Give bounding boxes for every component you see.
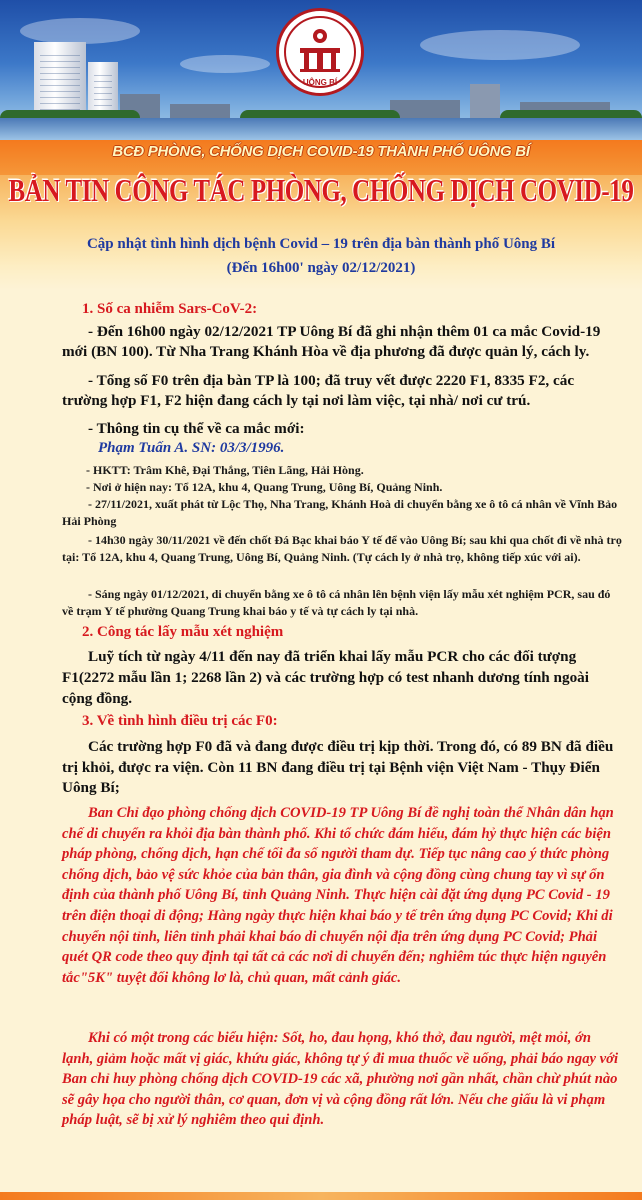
detail-item: - Nơi ở hiện nay: Tổ 12A, khu 4, Quang Trung, Uông Bí, Quảng Ninh. [86,480,443,494]
city-emblem-logo [276,8,364,96]
section-1-para-1: - Đến 16h00 ngày 02/12/2021 TP Uông Bí đã ghi nhận thêm 01 ca mắc Covid-19 mới (BN 100). Từ Nha Trang Khánh Hòa về địa phương đã được quản lý, cách ly. [62,323,601,360]
logo-text: UÔNG BÍ [302,78,338,87]
section-3-para: Các trường hợp F0 đã và đang được điều trị kịp thời. Trong đó, có 89 BN đã điều trị khỏi, được ra viện. Còn 11 BN đang điều trị tại Bệnh viện Việt Nam - Thụy Điển Uông Bí; [62,738,614,796]
lake [0,118,642,140]
patient-name: Phạm Tuấn A. SN: 03/3/1996. [98,440,285,456]
section-1-para-3: - Thông tin cụ thể về ca mắc mới: [88,420,305,437]
org-name: BCĐ PHÒNG, CHỐNG DỊCH COVID-19 THÀNH PHỐ UÔNG BÍ [112,143,530,160]
emblem-icon [286,18,354,86]
page-title: BẢN TIN CÔNG TÁC PHÒNG, CHỐNG DỊCH COVID-19 [8,174,634,209]
section-2-para: Luỹ tích từ ngày 4/11 đến nay đã triển khai lấy mẫu PCR cho các đối tượng F1(2272 mẫu lần 1; 2268 lần 2) và các trường hợp có test nhanh dương tính ngoài cộng đồng. [62,648,589,707]
report-date: (Đến 16h00' ngày 02/12/2021) [226,260,416,276]
footer-strip [0,1192,642,1200]
detail-item: - HKTT: Trâm Khê, Đại Thắng, Tiên Lãng, Hải Hòng. [86,463,364,477]
city-banner [0,0,642,140]
section-1-heading: 1. Số ca nhiễm Sars-CoV-2: [82,301,258,317]
section-2-heading: 2. Công tác lấy mẫu xét nghiệm [82,624,284,640]
tower-building [34,42,86,120]
appeal-paragraph-2: Khi có một trong các biểu hiện: Sốt, ho, đau họng, khó thở, đau người, mệt mỏi, ớn lạnh, giảm hoặc mất vị giác, khứu giác, không tự ý đi mua thuốc về uống, phải báo ngay với Ban chỉ huy phòng chống dịch COVID-19 các xã, phường nơi gần nhất, chần chừ phút nào sẽ gây họa cho người thân, cơ quan, đơn vị và cộng đồng rất lớn. Nếu che giấu là vi phạm pháp luật, sẽ bị xử lý nghiêm theo qui định. [62,1030,619,1129]
subtitle: Cập nhật tình hình dịch bệnh Covid – 19 trên địa bàn thành phố Uông Bí [86,236,556,252]
detail-item: - Sáng ngày 01/12/2021, di chuyển bằng xe ô tô cá nhân lên bệnh viện lấy mẫu xét nghiệm PCR, sau đó về trạm Y tế phường Quang Trung khai báo y tế và tự cách ly tại nhà. [62,587,611,618]
section-1-para-2: - Tổng số F0 trên địa bàn TP là 100; đã truy vết được 2220 F1, 8335 F2, các trường hợp F1, F2 hiện đang cách ly tại nơi làm việc, tại nhà/ nơi cư trú. [62,372,575,409]
section-3-heading: 3. Về tình hình điều trị các F0: [82,713,278,729]
appeal-paragraph-1: Ban Chỉ đạo phòng chống dịch COVID-19 TP Uông Bí đề nghị toàn thể Nhân dân hạn chế di chuyển ra khỏi địa bàn thành phố. Khi tổ chức đám hiếu, đám hỷ thực hiện các biện pháp phòng, chống dịch, hạn chế tối đa số người tham dự. Tiếp tục nâng cao ý thức phòng chống dịch, bảo vệ sức khỏe của bản thân, gia đình và cộng đồng cùng chung tay vì sự ổn định của thành phố Uông Bí, tỉnh Quảng Ninh. Thực hiện cài đặt ứng dụng PC Covid - 19 trên điện thoại di động; Hàng ngày thực hiện khai báo y tế trên ứng dụng PC Covid; Khi di chuyển nội tỉnh, liên tỉnh phải khai báo di chuyển nội địa trên ứng dụng PC Covid; Phải quét QR code theo quy định tại tất cả các nơi di chuyển đến; nghiêm túc thực hiện nguyên tắc"5K" tuyệt đối không lơ là, chủ quan, mất cảnh giác. [62,805,614,986]
detail-item: - 14h30 ngày 30/11/2021 về đến chốt Đá Bạc khai báo Y tế để vào Uông Bí; sau khi qua chốt đi về nhà trọ tại: Tổ 12A, khu 4, Quang Trung, Uông Bí, Quảng Ninh. (Tự cách ly ở nhà trọ, không tiếp xúc với ai). [62,533,622,564]
detail-item: - 27/11/2021, xuất phát từ Lộc Thọ, Nha Trang, Khánh Hoà di chuyển bằng xe ô tô cá nhân về Vĩnh Bảo Hải Phòng [62,497,618,528]
